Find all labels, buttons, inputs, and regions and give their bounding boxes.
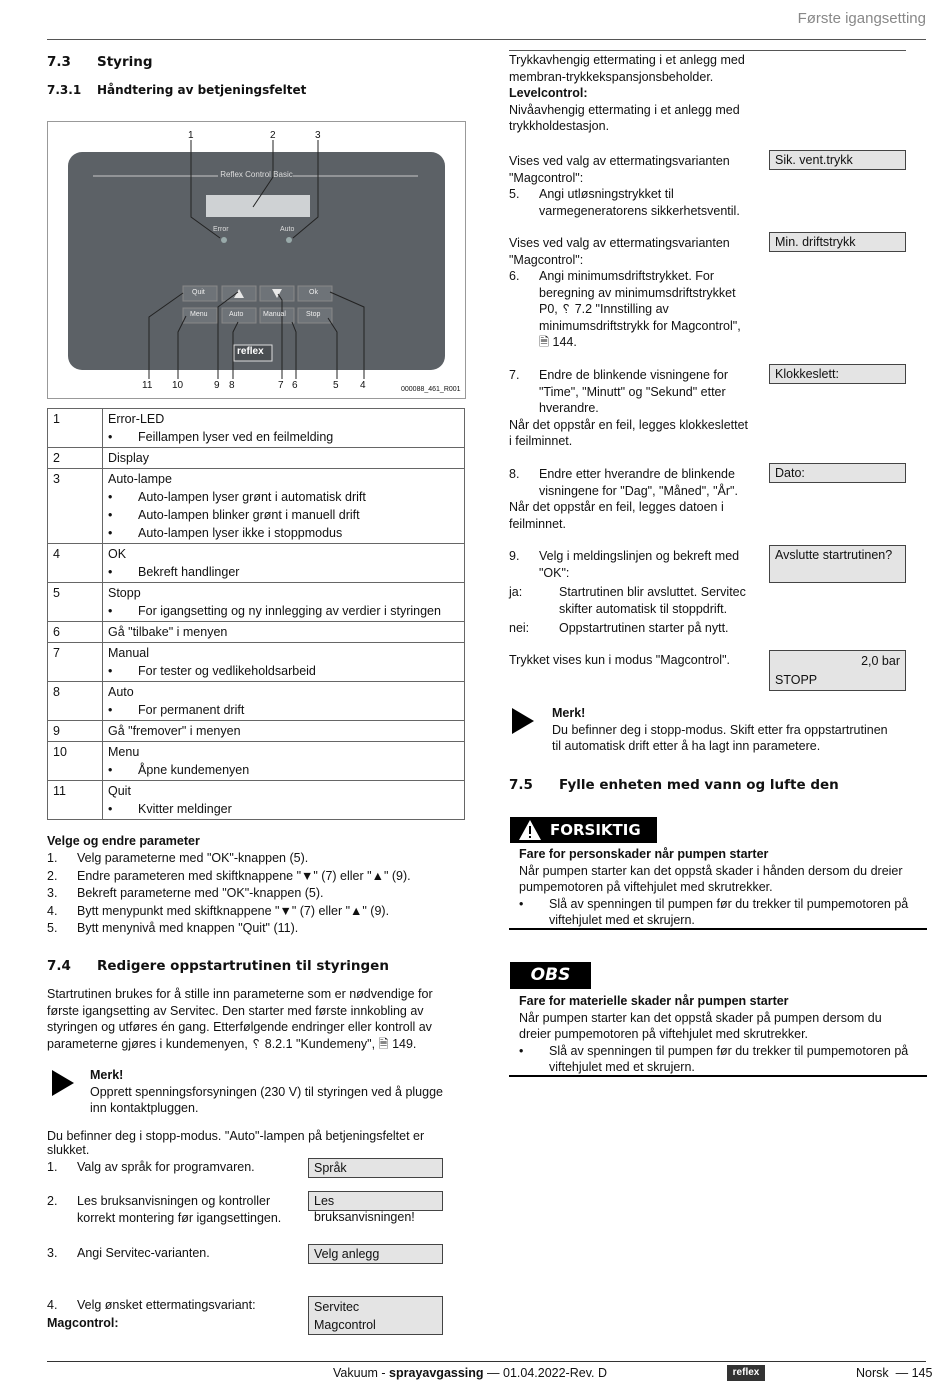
parts-row-name: Error-LED (108, 412, 165, 426)
pressure-value: 2,0 bar (861, 654, 900, 668)
pressure-note: Trykket vises kun i modus "Magcontrol". (509, 653, 730, 667)
parts-row-bullet: • Åpne kundemenyen (108, 761, 459, 779)
step-5: Vises ved valg av ettermatingsvarianten "Magcontrol": 5. Angi utløsningstrykket til varmegeneratorens sikkerhetsventil. (509, 154, 740, 218)
parts-row-name: Display (108, 451, 149, 465)
velge-step-number: 1. (47, 851, 58, 865)
parts-row-name: OK (108, 547, 127, 561)
parts-row (48, 448, 465, 469)
velge-step-number: 3. (47, 886, 58, 900)
obs-text: Når pumpen starter kan det oppstå skader på pumpen dersom du dreier pumpemotoren på viftehjulet med skrutrekker. (519, 1010, 882, 1041)
parts-table-body (48, 409, 465, 820)
parts-row-description (103, 622, 465, 643)
running-header: Første igangsetting (797, 10, 926, 27)
note-74-text: Opprett spenningsforsyningen (230 V) til styringen ved å plugge inn kontaktpluggen. (90, 1084, 443, 1115)
footer-logo: reflex (727, 1365, 765, 1381)
auto-button-label: Auto (229, 311, 244, 318)
velge-step (47, 920, 467, 938)
parts-row-number: 11 (48, 781, 103, 820)
velge-step (47, 903, 467, 921)
parts-row-number: 10 (48, 742, 103, 781)
parts-row (48, 682, 465, 721)
panel-label: Reflex Control Basic (220, 170, 293, 179)
display-box-klokkeslett: Klokkeslett: (769, 364, 906, 384)
section-7-5-heading: 7.5 Fylle enheten med vann og lufte den (509, 777, 839, 793)
callout-3: 3 (315, 130, 321, 141)
caution-label: FORSIKTIG (510, 817, 657, 843)
velge-step (47, 885, 467, 903)
parts-table (47, 408, 465, 820)
led-error-label: Error (213, 226, 229, 233)
velge-step-number: 2. (47, 868, 58, 883)
note-arrow-icon-right (512, 708, 534, 734)
ok-button-label: Ok (309, 289, 318, 296)
velge-steps (47, 850, 467, 938)
parts-row-bullet: • For igangsetting og ny innlegging av verdier i styringen (108, 602, 459, 620)
led-auto-label: Auto (280, 226, 295, 233)
callout-11: 11 (142, 380, 153, 391)
parts-row-bullet: • For permanent drift (108, 701, 459, 719)
caution-title: Fare for personskader når pumpen starter (519, 847, 769, 861)
velge-step-number: 5. (47, 921, 58, 935)
display-box-les: Les bruksanvisningen! (308, 1191, 443, 1211)
callout-4: 4 (360, 380, 366, 391)
parts-row-description (103, 682, 465, 721)
step-9: 9. Velg i meldingslinjen og bekreft med "OK": ja: Startrutinen blir avsluttet. Servitec skifter automatisk til stoppdrift. nei: Oppstartrutinen starter på nytt. (509, 549, 746, 635)
step-7: 7. Endre de blinkende visningene for "Time", "Minutt" og "Sekund" etter hverandre. Når det oppstår en feil, legges klokkeslettet i feilminnet. (509, 368, 749, 448)
callout-8: 8 (229, 380, 235, 391)
parts-row (48, 643, 465, 682)
reflex-logo: reflex (237, 346, 264, 357)
parts-row-number: 1 (48, 409, 103, 448)
footer-doc-title: Vakuum - sprayavgassing — 01.04.2022-Rev. D (333, 1366, 607, 1380)
parts-row (48, 721, 465, 742)
step-8: 8. Endre etter hverandre de blinkende visningene for "Dag", "Måned", "År". Når det oppstår en feil, legges datoen i feilminnet. (509, 467, 738, 531)
step-6: Vises ved valg av ettermatingsvarianten "Magcontrol": 6. Angi minimumsdriftstrykket. For beregning av minimumsdriftstrykket P0, ␦ 7.2 "Innstilling av minimumsdriftstrykk for Magcontrol", 🗎 144. (509, 236, 741, 349)
figure-reference: 000088_461_R001 (401, 386, 461, 393)
parts-row-number: 9 (48, 721, 103, 742)
parts-row-description (103, 583, 465, 622)
display-box-sprak: Språk (308, 1158, 443, 1178)
velge-block (47, 832, 467, 938)
parts-row-bullet: • Auto-lampen blinker grønt i manuell drift (108, 506, 459, 524)
note-right: Merk! Du befinner deg i stopp-modus. Skift etter fra oppstartrutinen til automatisk drift etter å ha lagt inn parametere. (552, 706, 888, 753)
parts-row-description (103, 409, 465, 448)
parts-row (48, 781, 465, 820)
caution-bullet: • Slå av spenningen til pumpen før du trekker til pumpemotoren på viftehjulet med et skrujern. (519, 896, 909, 929)
parts-row-description (103, 643, 465, 682)
quit-button-label: Quit (192, 289, 205, 296)
parts-row-name: Gå "fremover" i menyen (108, 724, 241, 738)
caution-text: Når pumpen starter kan det oppstå skader i hånden dersom du dreier pumpemotoren på viftehjulet med skrutrekker. (519, 863, 903, 894)
caution-body (519, 846, 909, 929)
velge-step-text: Bekreft parameterne med "OK"-knappen (5). (77, 886, 324, 900)
callout-1: 1 (188, 130, 194, 141)
warning-triangle-icon (518, 819, 542, 841)
parts-row-name: Auto (108, 685, 134, 699)
callout-6: 6 (292, 380, 298, 391)
velge-step (47, 850, 467, 868)
parts-table-wrap (47, 408, 465, 820)
obs-rule (509, 1075, 927, 1077)
parts-row-number: 3 (48, 469, 103, 544)
caution-rule (509, 928, 927, 930)
magcontrol-label: Magcontrol: (47, 1316, 119, 1330)
parts-row-description (103, 742, 465, 781)
manual-button-label: Manual (263, 311, 286, 318)
section-7-3-heading: 7.3 Styring (47, 54, 153, 70)
velge-step-text: Endre parameteren med skiftknappene "▼" (7) eller "▲" (9). (77, 868, 411, 883)
section-7-4-intro: Startrutinen brukes for å stille inn parameterne som er nødvendige for første igangsetting av Servitec. Den starter med første innkobling av styringen og utføres én gang. Etterfølgende endringer eller kontroll av parameterne gjøres i kundemenyen, ␦ 8.2.1 "Kundemeny", 🗎 149. (47, 987, 433, 1051)
velge-step-text: Velg parameterne med "OK"-knappen (5). (77, 851, 309, 865)
header-rule (47, 39, 926, 40)
stop-button-label: Stop (306, 311, 321, 318)
note-74-title: Merk! (90, 1068, 124, 1082)
obs-body (519, 993, 909, 1076)
parts-row-number: 4 (48, 544, 103, 583)
section-7-4-heading: 7.4 Redigere oppstartrutinen til styringen (47, 958, 389, 974)
parts-row-number: 7 (48, 643, 103, 682)
parts-row-bullet: • Auto-lampen lyser grønt i automatisk drift (108, 488, 459, 506)
callout-7: 7 (278, 380, 284, 391)
obs-title: Fare for materielle skader når pumpen starter (519, 994, 789, 1008)
obs-bullet: • Slå av spenningen til pumpen før du trekker til pumpemotoren på viftehjulet med et skrujern. (519, 1043, 909, 1076)
parts-row-number: 2 (48, 448, 103, 469)
display-box-sik-vent: Sik. vent.trykk (769, 150, 906, 170)
control-panel-figure (47, 121, 466, 399)
velge-step-number: 4. (47, 903, 58, 918)
parts-row-name: Gå "tilbake" i menyen (108, 625, 228, 639)
parts-row (48, 409, 465, 448)
note-arrow-icon (52, 1070, 74, 1096)
display-box-variant: Servitec Magcontrol (308, 1296, 443, 1335)
parts-row (48, 622, 465, 643)
velge-title: Velge og endre parameter (47, 834, 200, 848)
parts-row-number: 6 (48, 622, 103, 643)
callout-9: 9 (214, 380, 220, 391)
velge-step (47, 868, 467, 886)
parts-row-bullet: • Feillampen lyser ved en feilmelding (108, 428, 459, 446)
parts-row-bullet: • Kvitter meldinger (108, 800, 459, 818)
parts-row-number: 5 (48, 583, 103, 622)
parts-row (48, 583, 465, 622)
parts-row-description (103, 448, 465, 469)
parts-row-name: Auto-lampe (108, 472, 172, 486)
footer-rule (47, 1361, 926, 1362)
display-box-velg-anlegg: Velg anlegg (308, 1244, 443, 1264)
menu-button-label: Menu (190, 311, 208, 318)
note-74 (90, 1067, 460, 1117)
parts-row-name: Quit (108, 784, 131, 798)
parts-row (48, 469, 465, 544)
parts-row-number: 8 (48, 682, 103, 721)
parts-row-name: Manual (108, 646, 149, 660)
callout-2: 2 (270, 130, 276, 141)
velge-step-text: Bytt menynivå med knappen "Quit" (11). (77, 921, 299, 935)
display-box-avslutte: Avslutte startrutinen? (769, 545, 906, 583)
callout-5: 5 (333, 380, 339, 391)
display-box-min-drift: Min. driftstrykk (769, 232, 906, 252)
pressure-mode: STOPP (775, 673, 818, 687)
parts-row-description (103, 544, 465, 583)
parts-row-name: Stopp (108, 586, 141, 600)
parts-row-name: Menu (108, 745, 140, 759)
footer-page: Norsk — 145 (856, 1366, 933, 1380)
parts-row (48, 544, 465, 583)
display-box-dato: Dato: (769, 463, 906, 483)
right-top-rule (509, 50, 906, 51)
parts-row-description (103, 721, 465, 742)
parts-row-description (103, 781, 465, 820)
parts-row-bullet: • For tester og vedlikeholdsarbeid (108, 662, 459, 680)
parts-row-bullet: • Auto-lampen lyser ikke i stoppmodus (108, 524, 459, 542)
obs-label: OBS (510, 962, 591, 989)
section-7-3-1-heading: 7.3.1 Håndtering av betjeningsfeltet (47, 83, 307, 97)
display-box-pressure (769, 650, 906, 691)
parts-row-description (103, 469, 465, 544)
right-intro: Trykkavhengig ettermating i et anlegg med membran-trykkekspansjonsbeholder. Levelcontrol: Nivåavhengig ettermating i et anlegg med trykkholdestasjon. (509, 53, 745, 133)
parts-row-bullet: • Bekreft handlinger (108, 563, 459, 581)
stop-mode-text: Du befinner deg i stopp-modus. "Auto"-lampen på betjeningsfeltet er slukket. (47, 1129, 425, 1157)
callout-10: 10 (172, 380, 184, 391)
velge-step-text: Bytt menypunkt med skiftknappene "▼" (7) eller "▲" (9). (77, 903, 390, 918)
parts-row (48, 742, 465, 781)
